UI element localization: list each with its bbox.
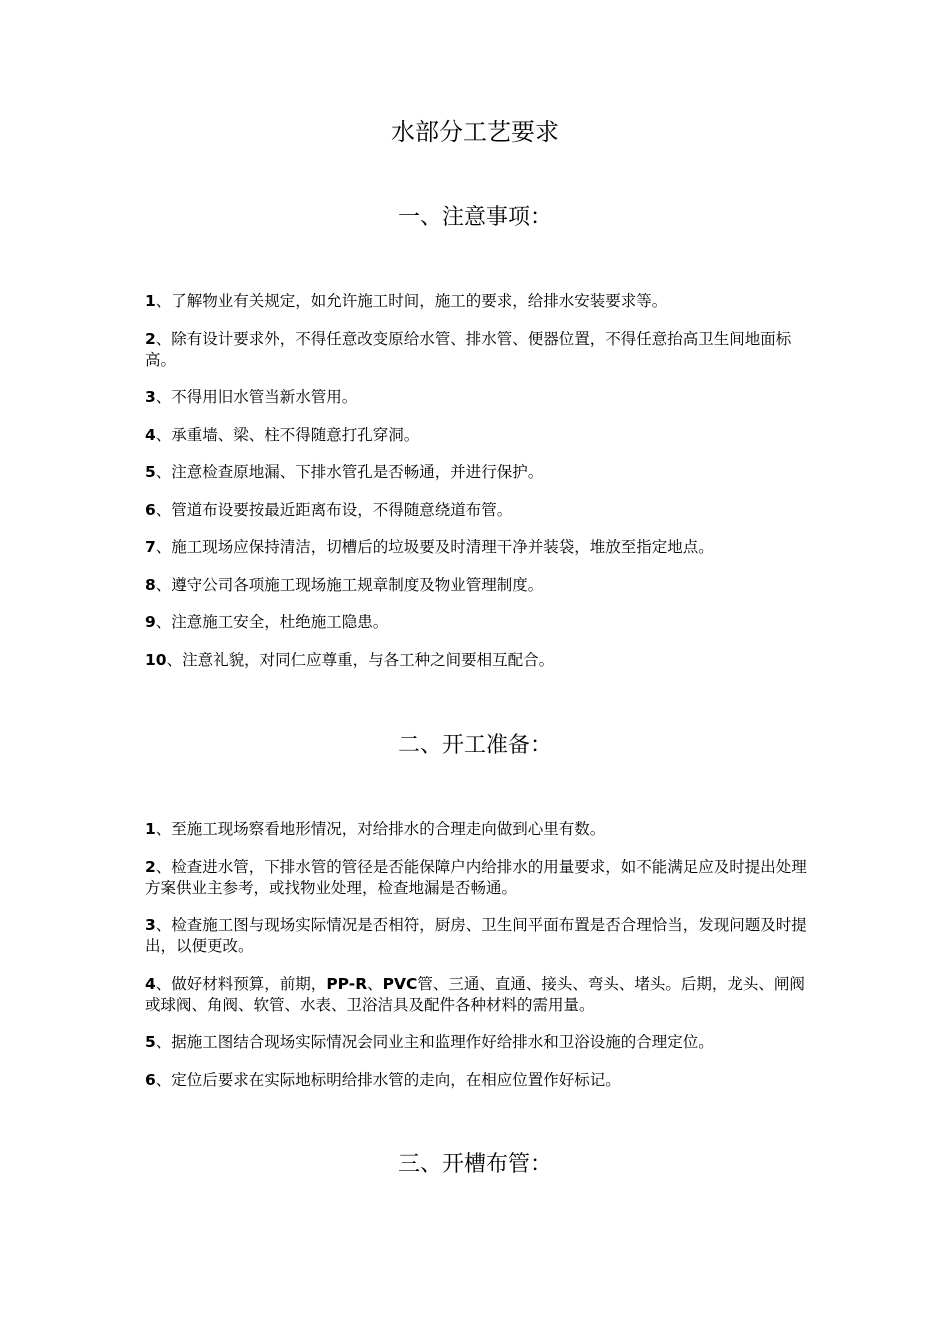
list-item: 4、做好材料预算，前期，PP-R、PVC管、三通、直通、接头、弯头、堵头。后期，龙头、闸阀或球阀、角阀、软管、水表、卫浴洁具及配件各种材料的需用量。 — [145, 974, 805, 1014]
list-item: 1、至施工现场察看地形情况，对给排水的合理走向做到心里有数。 — [145, 820, 606, 838]
section-heading-notes: 一、注意事项： — [397, 205, 552, 230]
section-heading-trenching: 三、开槽布管： — [397, 1152, 552, 1177]
list-item: 7、施工现场应保持清洁，切槽后的垃圾要及时清理干净并装袋，堆放至指定地点。 — [145, 538, 714, 556]
notes-list — [145, 291, 815, 687]
list-item: 5、据施工图结合现场实际情况会同业主和监理作好给排水和卫浴设施的合理定位。 — [145, 1033, 714, 1051]
section-heading-preparation: 二、开工准备： — [397, 733, 552, 758]
list-item: 10、注意礼貌，对同仁应尊重，与各工种之间要相互配合。 — [145, 650, 555, 669]
document-title: 水部分工艺要求 — [391, 118, 559, 146]
list-item: 3、检查施工图与现场实际情况是否相符，厨房、卫生间平面布置是否合理恰当，发现问题及时提出，以便更改。 — [145, 916, 807, 955]
list-item: 6、定位后要求在实际地标明给排水管的走向，在相应位置作好标记。 — [145, 1070, 621, 1089]
preparation-list — [145, 819, 815, 1107]
list-item: 6、管道布设要按最近距离布设，不得随意绕道布管。 — [145, 500, 513, 519]
list-item: 5、注意检查原地漏、下排水管孔是否畅通，并进行保护。 — [145, 463, 544, 481]
list-item: 9、注意施工安全，杜绝施工隐患。 — [145, 613, 389, 631]
list-item: 2、检查进水管，下排水管的管径是否能保障户内给排水的用量要求，如不能满足应及时提出处理方案供业主参考，或找物业处理，检查地漏是否畅通。 — [145, 857, 807, 897]
list-item: 1、了解物业有关规定，如允许施工时间，施工的要求，给排水安装要求等。 — [145, 292, 668, 310]
list-item: 3、不得用旧水管当新水管用。 — [145, 388, 358, 406]
list-item: 2、除有设计要求外，不得任意改变原给水管、排水管、便器位置，不得任意抬高卫生间地面标高。 — [145, 329, 792, 369]
list-item: 4、承重墙、梁、柱不得随意打孔穿洞。 — [145, 425, 420, 444]
list-item: 8、遵守公司各项施工现场施工规章制度及物业管理制度。 — [145, 575, 544, 594]
